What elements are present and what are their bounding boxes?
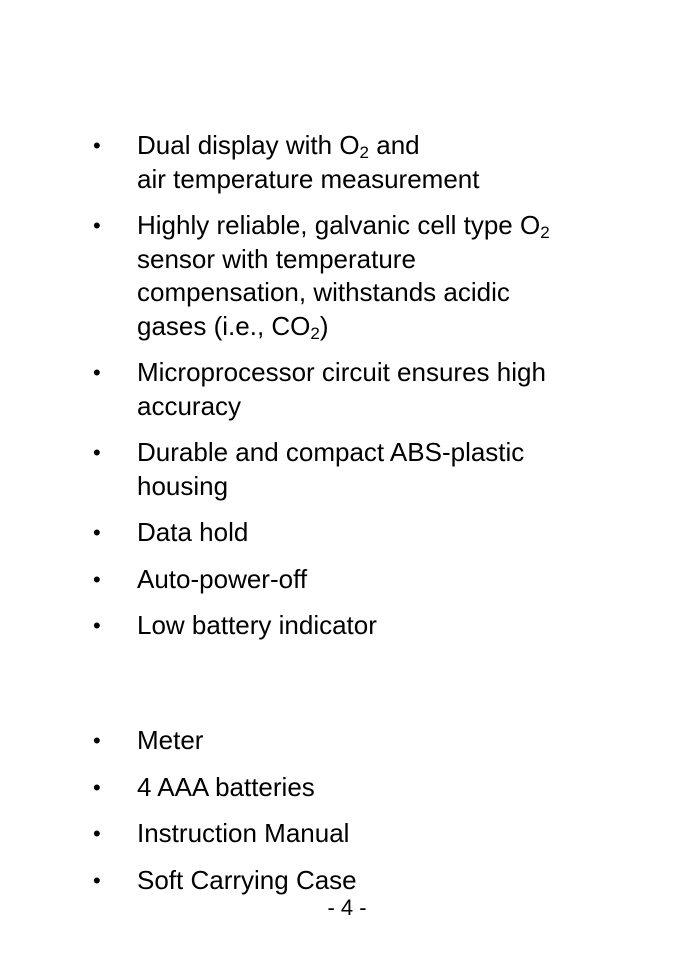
included-text: 4 AAA batteries [137,771,315,802]
feature-text: Microprocessor circuit ensures high accuracy [137,357,546,421]
bullet-icon: • [93,867,101,893]
bullet-icon: • [93,213,101,238]
bullet-icon: • [93,566,101,592]
bullet-icon: • [93,728,101,753]
bullet-icon: • [93,520,101,545]
feature-text: Highly reliable, galvanic cell type $O_2$ sensor with temperature compensation, withstands acidic gases (i.e., $CO_2$) [137,210,550,343]
feature-text: Auto-power-off [137,563,308,594]
feature-item [90,516,650,550]
feature-item [90,356,650,423]
features-list [90,129,650,656]
bullet-icon: • [93,360,101,385]
bullet-icon: • [93,821,101,846]
feature-text: Data hold [137,517,249,547]
page-number: - 4 - [327,895,367,920]
feature-text: Dual display with $O_2$ and air temperature measurement [137,130,480,194]
included-items-list [90,724,650,910]
bullet-icon: • [93,440,101,465]
feature-item [90,209,650,343]
feature-item [90,563,650,597]
included-text: Meter [137,725,204,755]
feature-text: Durable and compact ABS-plastic housing [137,437,525,501]
feature-item [90,129,650,196]
included-text: Soft Carrying Case [137,864,357,895]
feature-text: Low battery indicator [137,610,377,640]
feature-item [90,436,650,503]
feature-item [90,609,650,643]
bullet-icon: • [93,774,101,800]
included-item [90,724,650,758]
bullet-icon: • [93,613,101,638]
included-text: Instruction Manual [137,818,350,848]
bullet-icon: • [93,133,101,158]
included-item [90,817,650,851]
included-item [90,864,650,898]
included-item [90,771,650,805]
